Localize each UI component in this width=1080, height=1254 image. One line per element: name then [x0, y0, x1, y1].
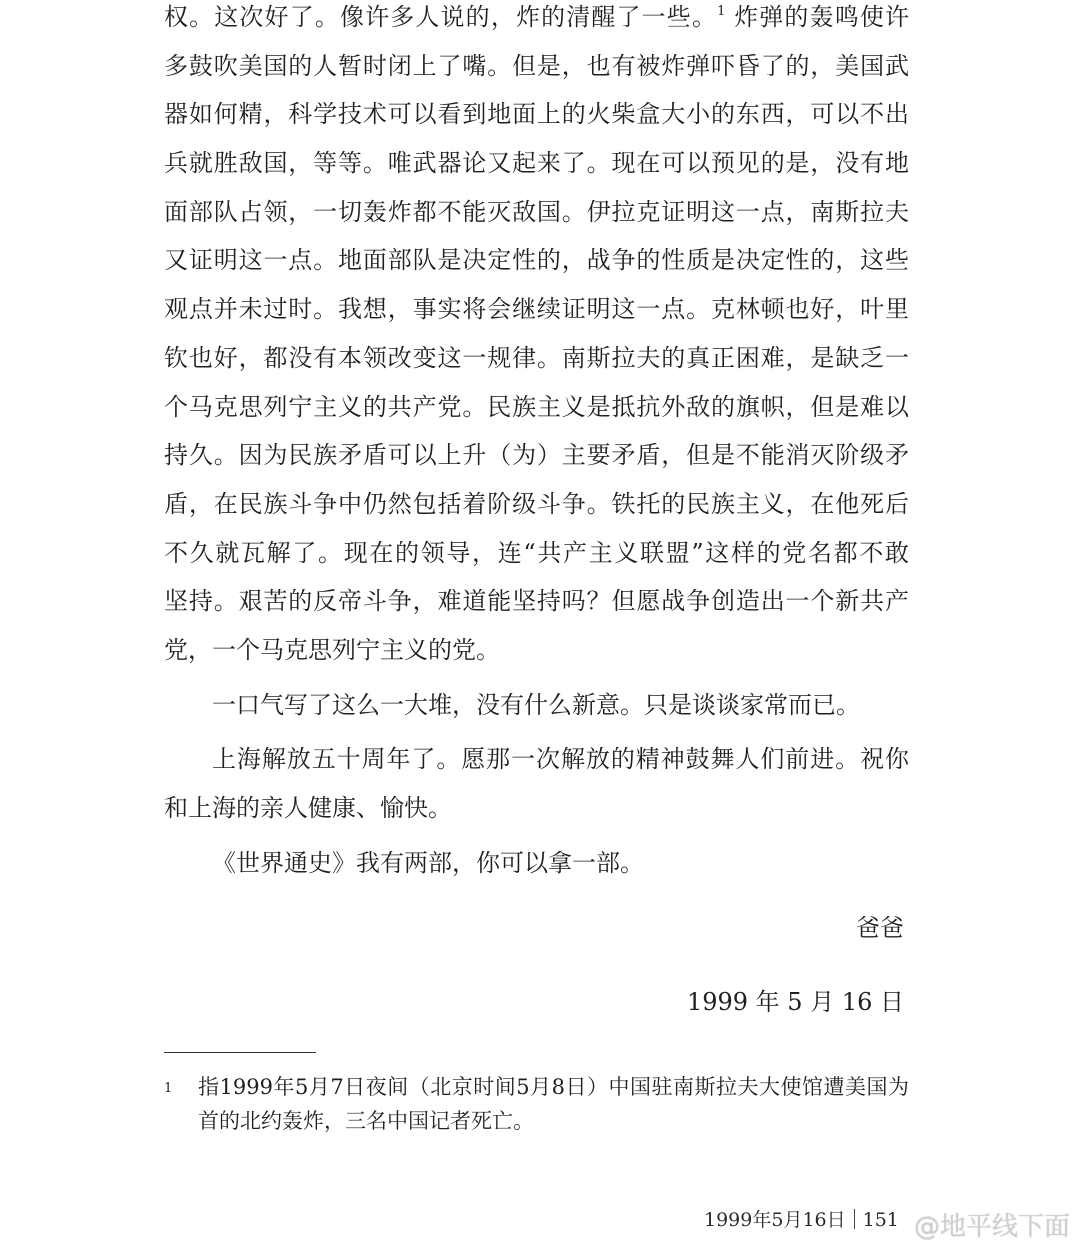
text-line: 持久。因为民族矛盾可以上升（为）主要矛盾，但是不能消灭阶级矛 [164, 441, 909, 470]
text-line: 器如何精，科学技术可以看到地面上的火柴盒大小的东西，可以不出 [164, 100, 909, 129]
text-line: 一口气写了这么一大堆，没有什么新意。只是谈谈家常而已。 [212, 690, 860, 719]
footnote-line: 首的北约轰炸，三名中国记者死亡。 [198, 1109, 534, 1133]
text-line: 不久就瓦解了。现在的领导，连“共产主义联盟”这样的党名都不敢 [164, 538, 909, 567]
text-line: 兵就胜敌国，等等。唯武器论又起来了。现在可以预见的是，没有地 [164, 149, 909, 178]
text-line: 多鼓吹美国的人暂时闭上了嘴。但是，也有被炸弹吓昏了的，美国武 [164, 51, 909, 80]
letter-body [164, 0, 909, 887]
text-line: 观点并未过时。我想，事实将会继续证明这一点。克林顿也好，叶里 [164, 295, 909, 324]
running-title: 1999年5月16日 [704, 1209, 846, 1231]
footnote-divider [164, 1052, 316, 1053]
footnote-reference[interactable]: 1 [717, 4, 726, 19]
paragraph-3 [164, 735, 909, 832]
page-number: 151 [862, 1209, 899, 1231]
paragraph-1 [164, 0, 909, 675]
text-line: 又证明这一点。地面部队是决定性的，战争的性质是决定性的，这些 [164, 246, 909, 275]
paragraph-4 [164, 839, 909, 888]
footnote-line: 指1999年5月7日夜间（北京时间5月8日）中国驻南斯拉夫大使馆遭美国为 [198, 1075, 909, 1099]
text-line: 坚持。艰苦的反帝斗争，难道能坚持吗？但愿战争创造出一个新共产 [164, 587, 909, 616]
text-line: 面部队占领，一切轰炸都不能灭敌国。伊拉克证明这一点，南斯拉夫 [164, 197, 909, 226]
footnote [164, 1070, 909, 1138]
text-line: 个马克思列宁主义的共产党。民族主义是抵抗外敌的旗帜，但是难以 [164, 392, 909, 421]
footer-divider [854, 1209, 855, 1229]
text-line: 钦也好，都没有本领改变这一规律。南斯拉夫的真正困难，是缺乏一 [164, 343, 909, 372]
text-line: 权。这次好了。像许多人说的，炸的清醒了一些。$^1$ 炸弹的轰鸣使许 [164, 3, 909, 31]
watermark: @地平线下面 [913, 1212, 1070, 1242]
paragraph-2 [164, 681, 909, 730]
letter-date: 1999 年 5 月 16 日 [686, 988, 904, 1016]
footnote-number: 1 [164, 1081, 173, 1096]
text-line: 盾，在民族斗争中仍然包括着阶级斗争。铁托的民族主义，在他死后 [164, 489, 909, 518]
text-line: 上海解放五十周年了。愿那一次解放的精神鼓舞人们前进。祝你 [212, 745, 909, 774]
text-line: 《世界通史》我有两部，你可以拿一部。 [212, 848, 644, 877]
signature: 爸爸 [856, 914, 904, 942]
text-line: 党，一个马克思列宁主义的党。 [164, 635, 500, 664]
text-line: 和上海的亲人健康、愉快。 [164, 794, 452, 822]
running-footer [704, 1205, 899, 1232]
